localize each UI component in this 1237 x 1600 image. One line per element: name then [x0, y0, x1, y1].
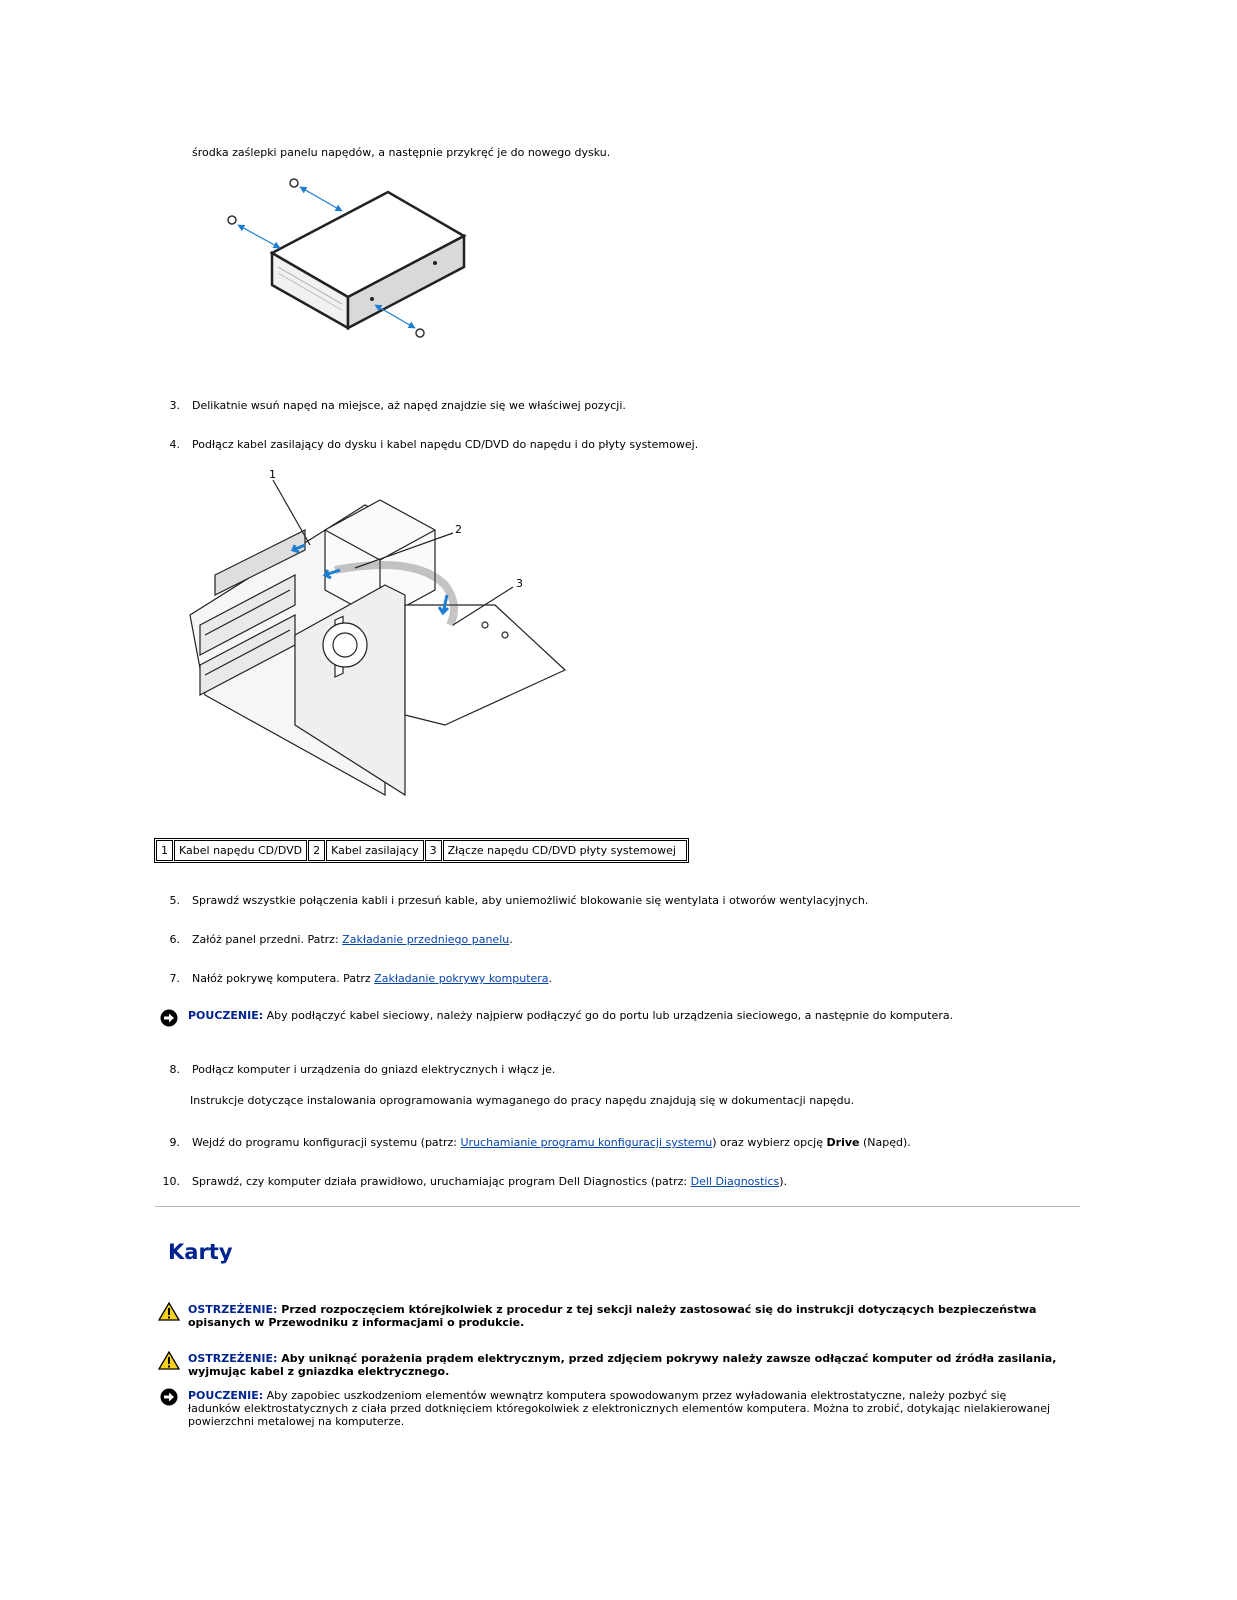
table-row [156, 840, 687, 861]
legend-num: 1 [156, 840, 173, 861]
notice-network [188, 1009, 953, 1023]
warning-label: OSTRZEŻENIE: [188, 1303, 278, 1316]
link-front-panel[interactable]: Zakładanie przedniego panelu [342, 933, 510, 946]
notice-text: Aby podłączyć kabel sieciowy, należy najpierw podłączyć go do portu lub urządzenia sieciowego, a następnie do komputera. [263, 1009, 954, 1022]
warning-icon [158, 1351, 180, 1370]
step-number: 6. [169, 933, 180, 946]
callout-1: 1 [269, 468, 276, 481]
step-number: 9. [169, 1136, 180, 1149]
step-text: Delikatnie wsuń napęd na miejsce, aż napęd znajdzie się we właściwej pozycji. [192, 399, 626, 412]
notice-text: Aby zapobiec uszkodzeniom elementów wewnątrz komputera spowodowanym przez wyładowania elektrostatyczne, należy pozbyć się ładunków elektrostatycznych z ciała przed dotknięciem któregokolwiek z elektronicznych elementów komputera. Można to zrobić, dotykając nielakierowanej powierzchni metalowej na komputerze. [188, 1389, 1051, 1428]
warning-icon [158, 1302, 180, 1321]
warning-electric-shock [188, 1352, 1058, 1378]
step-subtext: Instrukcje dotyczące instalowania oprogramowania wymaganego do pracy napędu znajdują się w dokumentacji napędu. [190, 1094, 855, 1107]
step-number: 3. [169, 399, 180, 412]
link-system-setup[interactable]: Uruchamianie programu konfiguracji systemu [460, 1136, 713, 1149]
callout-3: 3 [516, 577, 523, 590]
step-text-part: ) oraz wybierz opcję [712, 1136, 827, 1149]
link-computer-cover[interactable]: Zakładanie pokrywy komputera [374, 972, 549, 985]
link-dell-diagnostics[interactable]: Dell Diagnostics [690, 1175, 780, 1188]
section-title: Karty [168, 1240, 233, 1264]
step-text [192, 1175, 787, 1189]
step-text-part: (Napęd). [859, 1136, 911, 1149]
step-number: 7. [169, 972, 180, 985]
step-text-part: Sprawdź, czy komputer działa prawidłowo, uruchamiając program Dell Diagnostics (patrz: [192, 1175, 691, 1188]
intro-text: środka zaślepki panelu napędów, a następnie przykręć je do nowego dysku. [192, 146, 611, 159]
legend-label: Złącze napędu CD/DVD płyty systemowej [443, 840, 687, 861]
step-text-part: Załóż panel przedni. Patrz: [192, 933, 343, 946]
callout-2: 2 [455, 523, 462, 536]
notice-label: POUCZENIE: [188, 1389, 264, 1402]
section-divider [155, 1206, 1080, 1207]
step-number: 5. [169, 894, 180, 907]
notice-label: POUCZENIE: [188, 1009, 264, 1022]
legend-label: Kabel zasilający [326, 840, 424, 861]
step-text [192, 933, 513, 947]
step-text: Podłącz kabel zasilający do dysku i kabel napędu CD/DVD do napędu i do płyty systemowej. [192, 438, 699, 451]
step-text-part: Wejdź do programu konfiguracji systemu (patrz: [192, 1136, 461, 1149]
step-text-part: Nałóż pokrywę komputera. Patrz [192, 972, 375, 985]
callout-legend-table [154, 838, 689, 863]
step-number: 10. [162, 1175, 180, 1188]
step-number: 8. [169, 1063, 180, 1076]
step-text-part: ). [779, 1175, 788, 1188]
step-number: 4. [169, 438, 180, 451]
notice-esd [188, 1389, 1058, 1428]
step-text [192, 972, 552, 986]
notice-icon [160, 1388, 178, 1406]
step-text [192, 1136, 911, 1150]
step-text-part: . [509, 933, 513, 946]
legend-num: 2 [308, 840, 325, 861]
step-text-part: . [548, 972, 553, 985]
warning-label: OSTRZEŻENIE: [188, 1352, 278, 1365]
step-text: Podłącz komputer i urządzenia do gniazd elektrycznych i włącz je. [192, 1063, 556, 1076]
drive-screws-figure [220, 175, 470, 345]
legend-num: 3 [425, 840, 442, 861]
legend-label: Kabel napędu CD/DVD [174, 840, 307, 861]
computer-interior-figure [185, 468, 585, 815]
warning-text: Aby uniknąć porażenia prądem elektrycznym, przed zdjęciem pokrywy należy zawsze odłączać komputer od źródła zasilania, wyjmując kabel z gniazdka elektrycznego. [188, 1352, 1057, 1378]
step-text-bold: Drive [826, 1136, 860, 1149]
warning-text: Przed rozpoczęciem którejkolwiek z procedur z tej sekcji należy zastosować się do instrukcji dotyczących bezpieczeństwa opisanych w Przewodniku z informacjami o produkcie. [188, 1303, 1037, 1329]
step-text: Sprawdź wszystkie połączenia kabli i przesuń kable, aby uniemożliwić blokowanie się wentylata i otworów wentylacyjnych. [192, 894, 869, 907]
notice-icon [160, 1009, 178, 1027]
warning-safety [188, 1303, 1058, 1329]
